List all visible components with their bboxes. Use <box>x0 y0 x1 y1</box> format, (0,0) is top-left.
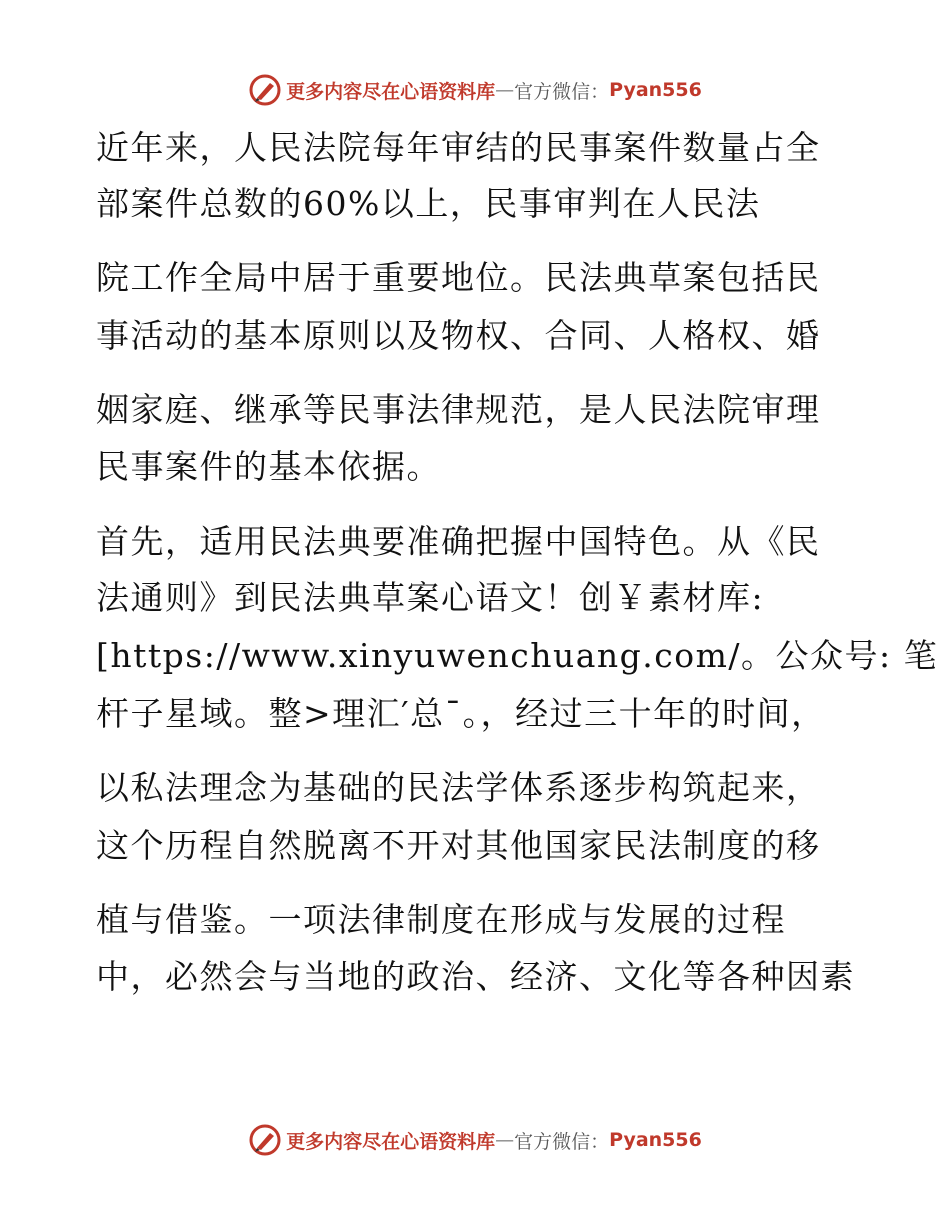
text-line: 植与借鉴。一项法律制度在形成与发展的过程 <box>96 900 786 939</box>
text-line: 以私法理念为基础的民法学体系逐步构筑起来， <box>96 768 821 807</box>
brand-text: 更多内容尽在心语资料库 <box>286 80 496 103</box>
pen-logo-icon <box>248 1123 282 1157</box>
text-line: 院工作全局中居于重要地位。民法典草案包括民 <box>96 258 821 297</box>
wechat-label: 官方微信： <box>514 80 610 103</box>
brand-text: 更多内容尽在心语资料库 <box>286 1130 496 1153</box>
wechat-id: Pyan556 <box>609 1129 702 1151</box>
text-line: 近年来，人民法院每年审结的民事案件数量占全 <box>96 128 821 167</box>
text-line: 姻家庭、继承等民事法律规范，是人民法院审理 <box>96 390 821 429</box>
text-line: 法通则》到民法典草案心语文！创￥素材库: <box>96 578 765 617</box>
text-line: 部案件总数的60%以上，民事审判在人民法 <box>96 184 761 223</box>
header-banner <box>0 70 950 110</box>
text-line: [https://www.xinyuwenchuang.com/。公众号: 笔 <box>96 636 939 675</box>
text-line: 首先，适用民法典要准确把握中国特色。从《民 <box>96 522 821 561</box>
wechat-id: Pyan556 <box>609 79 702 101</box>
text-line: 杆子星域。整>理汇′总¯。，经过三十年的时间， <box>96 694 826 733</box>
wechat-label: 官方微信： <box>514 1130 610 1153</box>
text-line: 事活动的基本原则以及物权、合同、人格权、婚 <box>96 316 821 355</box>
pen-logo-icon <box>248 73 282 107</box>
text-line: 这个历程自然脱离不开对其他国家民法制度的移 <box>96 826 821 865</box>
banner-separator: — <box>495 79 515 101</box>
text-line: 中，必然会与当地的政治、经济、文化等各种因素 <box>96 957 855 996</box>
footer-banner <box>0 1120 950 1160</box>
text-line: 民事案件的基本依据。 <box>96 447 441 486</box>
banner-separator: — <box>495 1129 515 1151</box>
